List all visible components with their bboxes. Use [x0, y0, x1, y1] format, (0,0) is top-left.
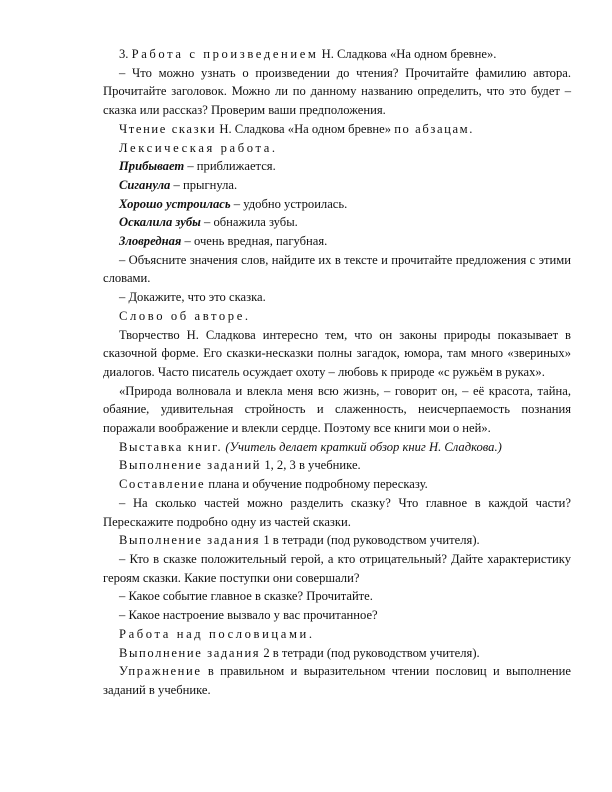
- vocab-item: [103, 195, 571, 214]
- vocab-definition: – удобно устроилась.: [230, 196, 348, 211]
- exercise-label: Упражнение: [119, 664, 202, 679]
- book-exhibition-label: Выставка книг.: [119, 439, 223, 454]
- work-title: Н. Сладкова «На одном бревне».: [321, 47, 497, 61]
- book-exhibition: [103, 438, 571, 457]
- reading-title: Н. Сладкова «На одном бревне»: [219, 121, 392, 136]
- document-body: [103, 45, 571, 700]
- vocab-definition: – прыгнула.: [170, 177, 238, 192]
- task1-label: Выполнение задания: [119, 533, 261, 548]
- plan-label: Составление: [119, 477, 206, 492]
- vocab-definition: – обнажила зубы.: [200, 215, 298, 230]
- proverbs-heading: Работа над пословицами.: [119, 626, 315, 641]
- vocab-definition: – очень вредная, пагубная.: [181, 234, 328, 249]
- vocab-item: [103, 213, 571, 232]
- section-number: 3.: [119, 47, 129, 61]
- task2-line: [103, 644, 571, 663]
- vocab-item: [103, 176, 571, 195]
- task2-tail: 2 в тетради (под руководством учителя).: [263, 645, 480, 660]
- tasks-label: Выполнение заданий: [119, 458, 262, 473]
- task1-tail: 1 в тетради (под руководством учителя).: [263, 533, 480, 548]
- vocab-word: Хорошо устроилась: [119, 196, 231, 211]
- question-main-event: – Какое событие главное в сказке? Прочитайте.: [119, 589, 373, 604]
- vocab-word: Оскалила зубы: [119, 215, 201, 230]
- task2-label: Выполнение задания: [119, 645, 261, 660]
- section-heading-spaced: Работа с произведением: [131, 47, 319, 61]
- tasks-tail: 1, 2, 3 в учебнике.: [264, 458, 361, 473]
- question-prove-fairy-tale: – Докажите, что это сказка.: [119, 290, 266, 305]
- author-heading: Слово об авторе.: [119, 308, 251, 323]
- vocab-definition: – приближается.: [184, 159, 276, 174]
- vocab-word: Сиганула: [119, 177, 171, 192]
- lexical-work-heading: Лексическая работа.: [119, 140, 278, 155]
- vocab-item: [103, 157, 571, 176]
- question-before-reading: – Что можно узнать о произведении до чтения? Прочитайте фамилию автора. Прочитайте заголовок. Можно ли по данному названию определить, что это будет – сказка или рассказ? Проверим ваши предположения.: [103, 65, 571, 118]
- book-exhibition-note: (Учитель делает краткий обзор книг Н. Сладкова.): [225, 439, 502, 454]
- section-3-heading: [103, 45, 571, 64]
- author-quote: «Природа волновала и влекла меня всю жизнь, – говорит он, – её красота, тайна, обаяние, удивительная стройность и слаженность, неисчерпаемость познания поражали воображение и влекли сердце. Поэтому все книги мои о ней».: [103, 383, 571, 436]
- task1-line: [103, 531, 571, 550]
- exercise-tail: в правильном и выразительном чтении пословиц и выполнение заданий в учебнике.: [103, 664, 571, 697]
- question-heroes: – Кто в сказке положительный герой, а кто отрицательный? Дайте характеристику героям сказки. Какие поступки они совершали?: [103, 551, 571, 585]
- reading-heading: [103, 120, 571, 139]
- vocab-item: [103, 232, 571, 251]
- author-paragraph: Творчество Н. Сладкова интересно тем, что он законы природы показывает в сказочной форме. Его сказки-несказки полны загадок, юмора, там много «звериных» диалогов. Часто писатель осуждает охоту – любовь к природе «с ружьём в руках».: [103, 327, 571, 379]
- vocab-word: Прибывает: [119, 159, 185, 174]
- plan-line: [103, 475, 571, 494]
- exercise-line: [103, 662, 571, 699]
- tasks-line: [103, 456, 571, 475]
- vocab-word: Зловредная: [119, 234, 182, 249]
- reading-tail: по абзацам.: [394, 121, 474, 136]
- reading-label: Чтение сказки: [119, 121, 217, 136]
- plan-tail: плана и обучение подробному пересказу.: [208, 477, 428, 492]
- question-parts: – На сколько частей можно разделить сказку? Что главное в каждой части? Перескажите подробно одну из частей сказки.: [103, 495, 571, 529]
- question-explain-words: – Объясните значения слов, найдите их в тексте и прочитайте предложения с этими словами.: [103, 252, 571, 286]
- question-mood: – Какое настроение вызвало у вас прочитанное?: [119, 608, 378, 623]
